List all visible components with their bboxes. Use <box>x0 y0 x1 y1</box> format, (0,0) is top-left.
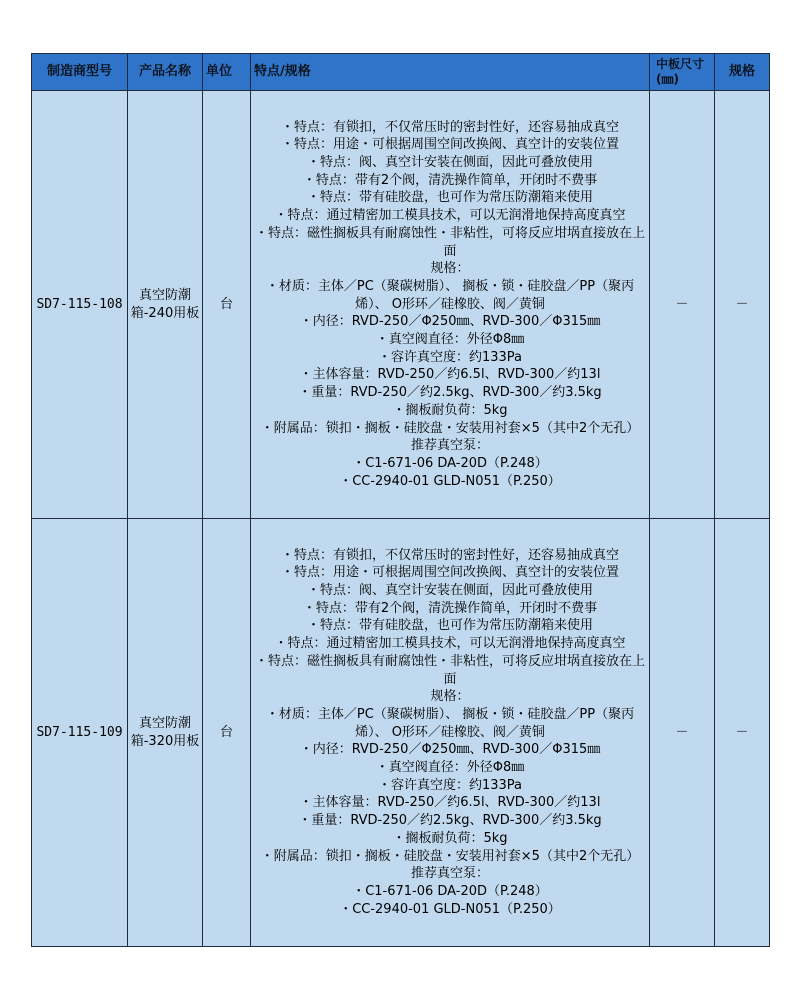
feature-line: ・特点：阀、真空计安装在侧面，因此可叠放使用 <box>306 583 593 599</box>
spec-line: ・内径：RVD-250／Φ250㎜、RVD-300／Φ315㎜ <box>299 742 601 758</box>
spec-line: ・重量：RVD-250／约2.5kg、RVD-300／约3.5kg <box>298 813 602 829</box>
spec-cell: － <box>715 91 770 519</box>
pump-heading: 推荐真空泵： <box>410 866 489 882</box>
product-name-cell: 真空防潮箱-240用板 <box>128 91 203 519</box>
table-header-row <box>32 54 770 91</box>
feature-line: ・特点：带有2个阀，清洗操作简单，开闭时不费事 <box>302 600 598 616</box>
model-cell: SD7-115-109 <box>32 519 128 947</box>
table-row <box>32 519 770 947</box>
spec-line: ・主体容量：RVD-250／约6.5l、RVD-300／约13l <box>299 795 601 811</box>
spec-line: ・搁板耐负荷：5kg <box>392 830 508 846</box>
spec-cell: － <box>715 519 770 947</box>
header-model: 制造商型号 <box>32 54 128 91</box>
features-cell <box>251 519 650 947</box>
table-row <box>32 91 770 519</box>
pump-line: ・CC-2940-01 GLD-N051（P.250） <box>339 901 561 917</box>
spec-line: ・容许真空度：约133Pa <box>377 777 523 793</box>
feature-line: ・特点：磁性搁板具有耐腐蚀性・非粘性，可将反应坩埚直接放在上面 <box>254 225 645 259</box>
product-spec-table <box>31 53 770 947</box>
feature-line: ・特点：阀、真空计安装在侧面，因此可叠放使用 <box>306 155 593 171</box>
feature-line: ・特点：带有2个阀，清洗操作简单，开闭时不费事 <box>302 172 598 188</box>
plate-size-cell: － <box>650 519 715 947</box>
unit-cell: 台 <box>203 519 251 947</box>
product-name-cell: 真空防潮箱-320用板 <box>128 519 203 947</box>
unit-cell: 台 <box>203 91 251 519</box>
spec-heading: 规格： <box>430 689 470 705</box>
header-plate-size: 中板尺寸(㎜) <box>650 54 715 91</box>
spec-line: ・主体容量：RVD-250／约6.5l、RVD-300／约13l <box>299 367 601 383</box>
header-unit: 单位 <box>203 54 251 91</box>
pump-line: ・C1-671-06 DA-20D（P.248） <box>352 883 548 899</box>
pump-line: ・CC-2940-01 GLD-N051（P.250） <box>339 473 561 489</box>
feature-line: ・特点：通过精密加工模具技术，可以无润滑地保持高度真空 <box>274 636 626 652</box>
spec-line: ・重量：RVD-250／约2.5kg、RVD-300／约3.5kg <box>298 385 602 401</box>
spec-line: ・搁板耐负荷：5kg <box>392 402 508 418</box>
feature-line: ・特点：用途・可根据周围空间改换阀、真空计的安装位置 <box>280 137 619 153</box>
spec-heading: 规格： <box>430 261 470 277</box>
spec-line: ・附属品：锁扣・搁板・硅胶盘・安装用衬套×5（其中2个无孔） <box>260 420 640 436</box>
header-features: 特点/规格 <box>251 54 650 91</box>
pump-line: ・C1-671-06 DA-20D（P.248） <box>352 455 548 471</box>
spec-line: ・材质：主体／PC（聚碳树脂）、 搁板・锁・硅胶盘／PP（聚丙烯）、 O形环／硅橡胶、阀／黄铜 <box>265 706 635 740</box>
header-spec: 规格 <box>715 54 770 91</box>
feature-line: ・特点：通过精密加工模具技术，可以无润滑地保持高度真空 <box>274 208 626 224</box>
spec-line: ・附属品：锁扣・搁板・硅胶盘・安装用衬套×5（其中2个无孔） <box>260 848 640 864</box>
spec-line: ・真空阀直径：外径Φ8㎜ <box>375 760 525 776</box>
feature-line: ・特点：用途・可根据周围空间改换阀、真空计的安装位置 <box>280 565 619 581</box>
feature-line: ・特点：有锁扣，不仅常压时的密封性好，还容易抽成真空 <box>280 119 619 135</box>
spec-line: ・材质：主体／PC（聚碳树脂）、 搁板・锁・硅胶盘／PP（聚丙烯）、 O形环／硅橡胶、阀／黄铜 <box>265 278 635 312</box>
feature-line: ・特点：磁性搁板具有耐腐蚀性・非粘性，可将反应坩埚直接放在上面 <box>254 653 645 687</box>
spec-line: ・真空阀直径：外径Φ8㎜ <box>375 332 525 348</box>
feature-line: ・特点：带有硅胶盘，也可作为常压防潮箱来使用 <box>306 190 593 206</box>
pump-heading: 推荐真空泵： <box>410 438 489 454</box>
header-product-name: 产品名称 <box>128 54 203 91</box>
feature-line: ・特点：带有硅胶盘，也可作为常压防潮箱来使用 <box>306 618 593 634</box>
feature-line: ・特点：有锁扣，不仅常压时的密封性好，还容易抽成真空 <box>280 547 619 563</box>
spec-line: ・容许真空度：约133Pa <box>377 349 523 365</box>
model-cell: SD7-115-108 <box>32 91 128 519</box>
spec-line: ・内径：RVD-250／Φ250㎜、RVD-300／Φ315㎜ <box>299 314 601 330</box>
features-cell <box>251 91 650 519</box>
plate-size-cell: － <box>650 91 715 519</box>
